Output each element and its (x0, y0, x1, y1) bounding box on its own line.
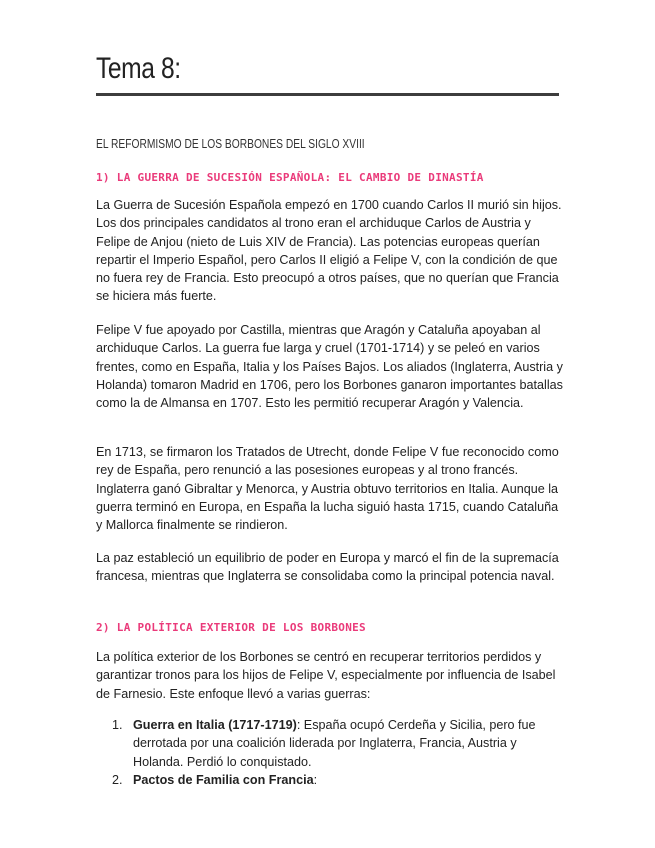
list-item-title: Pactos de Familia con Francia (133, 772, 314, 787)
list-item-number: 2. (112, 772, 123, 787)
section-1-paragraph-4: La paz estableció un equilibrio de poder en Europa y marcó el fin de la supremacía francesa, mientras que Inglaterra se consolidaba como la principal potencia naval. (96, 551, 559, 584)
section-1-heading: 1) LA GUERRA DE SUCESIÓN ESPAÑOLA: EL CAMBIO DE DINASTÍA (96, 171, 484, 184)
list-item-number: 1. (112, 718, 123, 732)
section-1-paragraph-3: En 1713, se firmaron los Tratados de Utrecht, donde Felipe V fue reconocido como rey de España, pero renunció a las posesiones europeas y al trono francés. Inglaterra ganó Gibraltar y Menorca, y Austria obtuvo territorios en Italia. Aunque la guerra terminó en Europa, en España la lucha siguió hasta 1715, cuando Cataluña y Mallorca finalmente se rindieron. (96, 445, 559, 533)
list-item (112, 771, 552, 789)
section-1-paragraph-2: Felipe V fue apoyado por Castilla, mientras que Aragón y Cataluña apoyaban al archiduque Carlos. La guerra fue larga y cruel (1701-1714) y se peleó en varios frentes, como en España, Italia y los Países Bajos. Los aliados (Inglaterra, Austria y Holanda) tomaron Madrid en 1706, pero los Borbones ganaron importantes batallas como la de Almansa en 1707. Esto les permitió recuperar Aragón y Valencia. (96, 323, 563, 411)
document-subtitle: EL REFORMISMO DE LOS BORBONES DEL SIGLO XVIII (96, 137, 365, 151)
section-1-paragraph-1: La Guerra de Sucesión Española empezó en 1700 cuando Carlos II murió sin hijos. Los dos principales candidatos al trono eran el archiduque Carlos de Austria y Felipe de Anjou (nieto de Luis XIV de Francia). Las potencias europeas querían repartir el Imperio Español, pero Carlos II eligió a Felipe V, con la condición de que no fuera rey de Francia. Esto preocupó a otros países, que no querían que Francia se hiciera más fuerte. (96, 198, 562, 304)
list-item-text: : (313, 772, 318, 787)
list-item-title: Guerra en Italia (1717-1719) (133, 718, 297, 732)
list-item (112, 716, 552, 771)
section-2-heading: 2) LA POLÍTICA EXTERIOR DE LOS BORBONES (96, 621, 366, 634)
title-divider (96, 93, 559, 96)
section-2-paragraph: La política exterior de los Borbones se centró en recuperar territorios perdidos y garantizar tronos para los hijos de Felipe V, especialmente por influencia de Isabel de Farnesio. Este enfoque llevó a varias guerras: (96, 650, 556, 701)
list-item-text: : España ocupó Cerdeña y Sicilia, pero fue derrotada por una coalición liderada por Inglaterra, Francia, Austria y Holanda. Perdió lo conquistado. (133, 718, 536, 769)
page-title: Tema 8: (96, 52, 181, 85)
section-2-list (112, 716, 552, 789)
